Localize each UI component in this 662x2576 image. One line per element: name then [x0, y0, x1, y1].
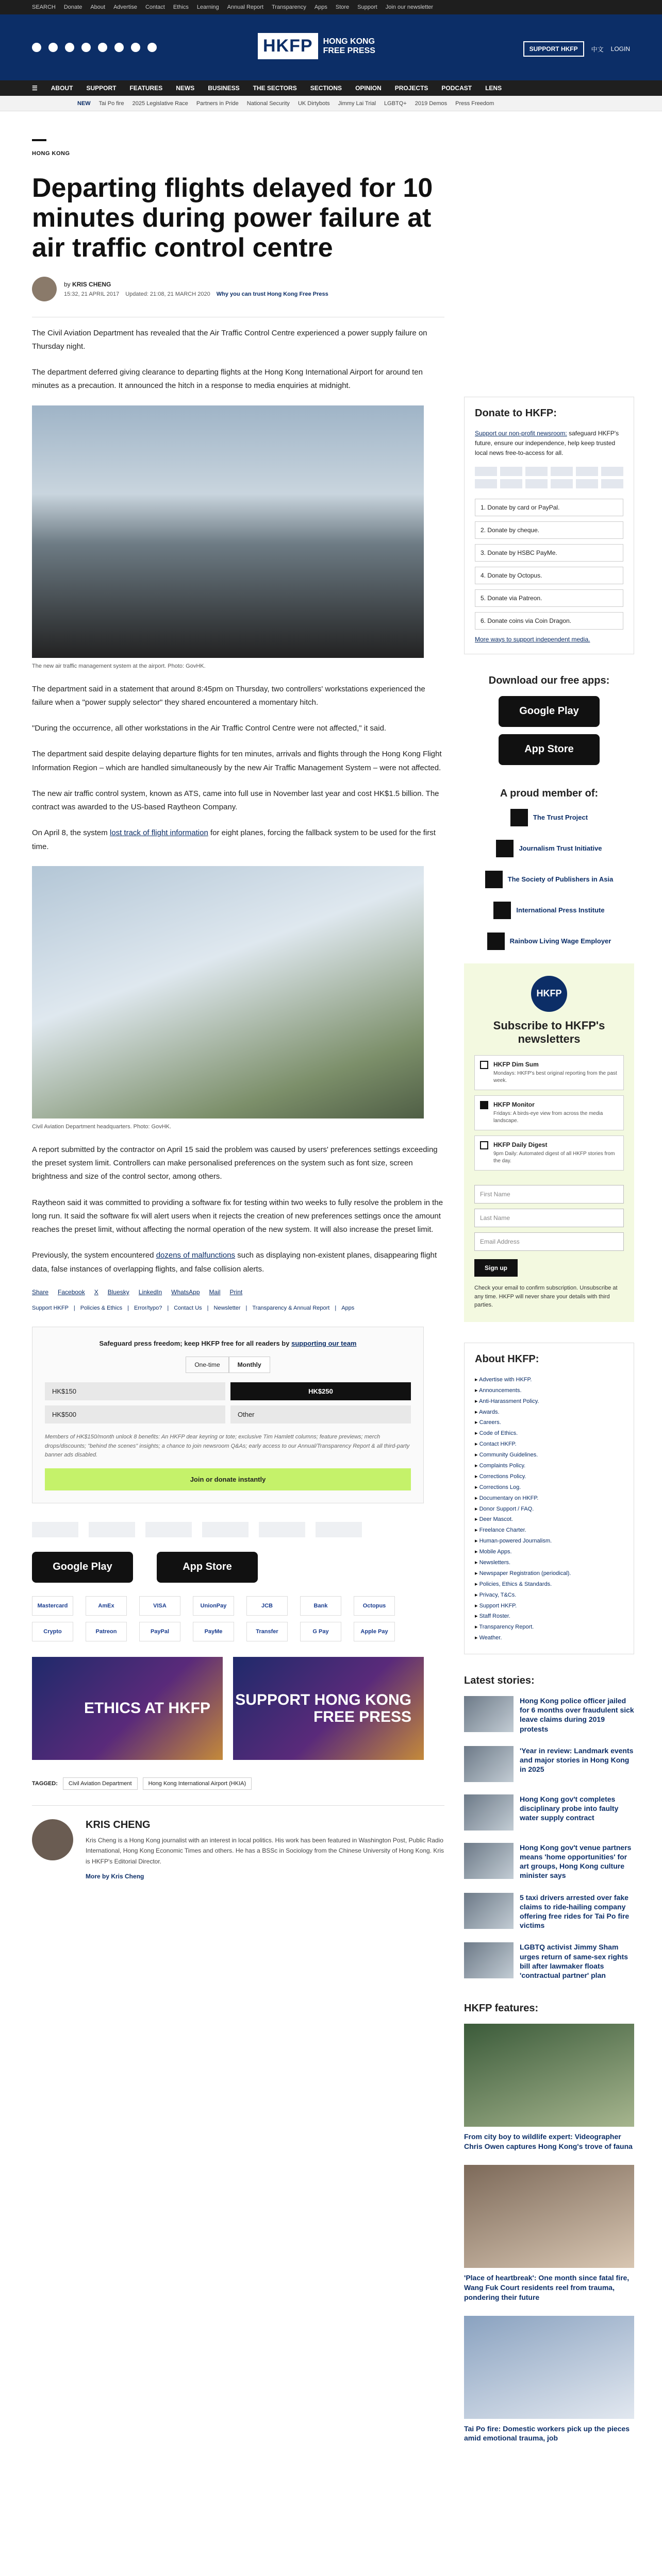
feature-headline[interactable]: Tai Po fire: Domestic workers pick up the pieces amid emotional trauma, job	[464, 2424, 630, 2443]
memberships-title: A proud member of:	[500, 787, 599, 799]
masthead	[0, 14, 662, 80]
member-org-name: International Press Institute	[516, 906, 605, 914]
utility-apps[interactable]: Apps	[314, 4, 327, 10]
author-box	[32, 1805, 444, 1880]
paragraph-text: such as displaying non-existent planes, disappearing flight data, false instances of overlapping flights, and false collision alerts.	[32, 1251, 437, 1274]
paragraph: Raytheon said it was committed to providing a software fix for testing within two weeks to fully resolve the problem in the long run. It said the software fix will alert users when it rejects the creation of new preferences settings once the amount reaches the preset limit, without affecting the normal operation of the new system. It will also increase the preset limit.	[32, 1198, 443, 1234]
ipi-icon	[493, 902, 511, 919]
newsletter-option[interactable]	[474, 1136, 624, 1171]
about-link[interactable]: ▸ Support HKFP.	[475, 1601, 623, 1612]
donate-card-link[interactable]: Support our non-profit newsroom:	[475, 430, 567, 437]
payment-visa[interactable]: VISA	[139, 1596, 180, 1616]
amount-option[interactable]: HK$500	[45, 1405, 225, 1423]
donate-headline-text: Safeguard press freedom; keep HKFP free for all readers by	[99, 1339, 290, 1347]
author-line	[64, 281, 328, 288]
share-bar	[32, 1289, 444, 1296]
author-photo[interactable]	[32, 1819, 73, 1860]
story-item[interactable]	[464, 1843, 634, 1880]
amount-option-other[interactable]: Other	[230, 1405, 411, 1423]
article-dates	[64, 291, 328, 297]
sopa-icon	[485, 871, 503, 888]
main-nav	[0, 80, 662, 96]
feature-item[interactable]	[464, 2165, 634, 2302]
trending-item[interactable]: Tai Po fire	[98, 100, 124, 107]
youtube-icon[interactable]	[98, 43, 107, 52]
paragraph: The department said in a statement that around 8:45pm on Thursday, two controllers' workstations experienced the failure when a "power supply selector" they shared encountered a momentary hitch.	[32, 684, 425, 707]
article-footer-links: Support HKFP | Policies & Ethics | Error/typo? | Contact Us | Newsletter | Transparency & Annual Report | Apps	[32, 1304, 355, 1311]
paragraph: "During the occurrence, all other workstations in the Air Traffic Control Centre were not affected," it said.	[32, 724, 387, 733]
first-name-field[interactable]: First Name	[474, 1185, 624, 1204]
article-category[interactable]: HONG KONG	[32, 150, 70, 157]
nav-features[interactable]: FEATURES	[129, 84, 163, 92]
footer-link[interactable]: Newsletter	[213, 1304, 241, 1311]
google-play-button[interactable]: Google Play	[32, 1552, 133, 1583]
story-thumbnail[interactable]	[464, 1942, 514, 1978]
trust-project-logo[interactable]	[32, 1522, 78, 1537]
share-facebook[interactable]: Facebook	[58, 1288, 85, 1296]
about-link[interactable]: ▸ Code of Ethics.	[475, 1428, 623, 1439]
story-item[interactable]	[464, 1794, 634, 1831]
sidebar-app-store-button[interactable]: App Store	[499, 734, 600, 765]
tag[interactable]: Civil Aviation Department	[63, 1777, 138, 1790]
story-headline[interactable]: Hong Kong gov't venue partners means 'home opportunities' for art groups, Hong Kong culture minister says	[520, 1843, 632, 1880]
trending-nav	[0, 96, 662, 111]
publish-date: 15:32, 21 APRIL 2017	[64, 291, 120, 297]
nav-support[interactable]: SUPPORT	[86, 84, 117, 92]
feature-headline[interactable]: 'Place of heartbreak': One month since fatal fire, Wang Fuk Court residents reel from trauma, pondering their future	[464, 2273, 630, 2301]
latest-stories	[464, 1675, 634, 1980]
trending-item[interactable]: Jimmy Lai Trial	[338, 100, 376, 107]
author-box-name[interactable]: KRIS CHENG	[86, 1819, 151, 1831]
utility-store[interactable]: Store	[335, 4, 350, 10]
footer-link[interactable]: Contact Us	[174, 1304, 202, 1311]
about-link[interactable]: ▸ Mobile Apps.	[475, 1547, 623, 1557]
payment-octopus[interactable]: Octopus	[354, 1596, 395, 1616]
masthead-actions	[523, 41, 630, 57]
utility-contact[interactable]: Contact	[145, 4, 165, 10]
newsletter-desc: 9pm Daily: Automated digest of all HKFP stories from the day.	[493, 1151, 615, 1164]
payment-icon	[475, 467, 497, 476]
member-org-name: Rainbow Living Wage Employer	[509, 937, 611, 945]
donate-option[interactable]: 1. Donate by card or PayPal.	[475, 499, 623, 516]
email-field[interactable]: Email Address	[474, 1232, 624, 1251]
donate-frequency-tabs	[45, 1357, 411, 1373]
living-wage-logo[interactable]	[259, 1522, 305, 1537]
hamburger-icon[interactable]: ☰	[32, 84, 38, 92]
donate-widget	[32, 1327, 424, 1503]
payment-icon	[601, 479, 623, 488]
support-banner[interactable]: SUPPORT HONG KONG FREE PRESS	[233, 1657, 424, 1760]
member-org[interactable]	[464, 809, 634, 826]
paragraph-text: On April 8, the system	[32, 828, 108, 838]
about-link[interactable]: ▸ Donor Support / FAQ.	[475, 1504, 623, 1515]
share-x[interactable]: X	[94, 1288, 98, 1296]
share-whatsapp[interactable]: WhatsApp	[171, 1288, 200, 1296]
share-label[interactable]: Share	[32, 1288, 49, 1296]
author-prefix: by	[64, 280, 71, 288]
tag-list	[32, 1777, 444, 1790]
trending-label: NEW	[77, 100, 91, 107]
payment-jcb[interactable]: JCB	[246, 1596, 288, 1616]
sidebar-google-play-button[interactable]: Google Play	[499, 696, 600, 727]
trending-item[interactable]: 2019 Demos	[415, 100, 448, 107]
payment-icon	[525, 467, 548, 476]
utility-about[interactable]: About	[90, 4, 106, 10]
payment-mastercard[interactable]: Mastercard	[32, 1596, 73, 1616]
byline	[32, 277, 444, 301]
payment-amex[interactable]: AmEx	[86, 1596, 127, 1616]
amount-option[interactable]: HK$150	[45, 1382, 225, 1400]
payment-icon	[601, 467, 623, 476]
payment-applepay[interactable]: Apple Pay	[354, 1622, 395, 1641]
x-icon[interactable]	[48, 43, 58, 52]
donate-option[interactable]: 2. Donate by cheque.	[475, 521, 623, 539]
story-item[interactable]	[464, 1942, 634, 1980]
footer-link[interactable]: Policies & Ethics	[80, 1304, 123, 1311]
share-mail[interactable]: Mail	[209, 1288, 221, 1296]
about-link[interactable]: ▸ Policies, Ethics & Standards.	[475, 1579, 623, 1590]
paragraph: The new air traffic control system, known as ATS, came into full use in November last year and cost HK$1.5 billion. The contract was awarded to the US-based Raytheon Company.	[32, 789, 439, 812]
paragraph-text: for eight planes, forcing the fallback system to be used for the first time.	[32, 828, 436, 851]
about-link[interactable]: ▸ Newsletters.	[475, 1557, 623, 1568]
member-org[interactable]	[464, 933, 634, 950]
payment-unionpay[interactable]: UnionPay	[193, 1596, 234, 1616]
promo-banners	[32, 1657, 444, 1760]
story-headline[interactable]: Hong Kong police officer jailed for 6 months over fraudulent sick leave claims during 2019 protests	[520, 1697, 634, 1733]
payment-icon-grid	[475, 467, 623, 488]
instagram-icon[interactable]	[65, 43, 74, 52]
payment-icon	[551, 479, 573, 488]
story-thumbnail[interactable]	[464, 1696, 514, 1732]
utility-support[interactable]: Support	[357, 4, 377, 10]
story-headline[interactable]: 5 taxi drivers arrested over fake claims to ride-hailing company offering free rides for Tai Po fire victims	[520, 1893, 630, 1930]
about-link[interactable]: ▸ Advertise with HKFP.	[475, 1375, 623, 1385]
logo-mark: HKFP	[258, 33, 318, 59]
story-item[interactable]	[464, 1746, 634, 1782]
donate-card-body: safeguard HKFP's future, ensure our independence, help keep trusted local news free-to-access for all.	[475, 430, 619, 457]
about-link[interactable]: ▸ Contact HKFP.	[475, 1439, 623, 1450]
threads-icon[interactable]	[81, 43, 91, 52]
tags-label: TAGGED:	[32, 1780, 58, 1787]
rainbow-logo[interactable]	[316, 1522, 362, 1537]
article	[32, 139, 444, 1880]
sopa-logo[interactable]	[145, 1522, 192, 1537]
donate-option[interactable]: 4. Donate by Octopus.	[475, 567, 623, 584]
newsletter-title: Subscribe to HKFP's newsletters	[493, 1019, 605, 1045]
donate-card-title: Donate to HKFP:	[475, 408, 557, 419]
payment-transfer[interactable]: Transfer	[246, 1622, 288, 1641]
donate-headline	[45, 1340, 411, 1347]
utility-bar	[0, 0, 662, 14]
member-org[interactable]	[464, 840, 634, 857]
feature-image[interactable]	[464, 2024, 634, 2127]
utility-ethics[interactable]: Ethics	[173, 4, 189, 10]
payment-icon	[576, 479, 598, 488]
payment-payme[interactable]: PayMe	[193, 1622, 234, 1641]
trust-link[interactable]: Why you can trust Hong Kong Free Press	[216, 291, 328, 297]
utility-learning[interactable]: Learning	[196, 4, 219, 10]
tag[interactable]: Hong Kong International Airport (HKIA)	[143, 1777, 252, 1790]
about-link[interactable]: ▸ Announcements.	[475, 1385, 623, 1396]
trending-item[interactable]: 2025 Legislative Race	[132, 100, 188, 107]
payment-icon	[475, 479, 497, 488]
language-link[interactable]: 中文	[591, 45, 604, 53]
newsletter-option[interactable]	[474, 1095, 624, 1130]
about-link[interactable]: ▸ Newspaper Registration (periodical).	[475, 1568, 623, 1579]
about-link[interactable]: ▸ Deer Mascot.	[475, 1514, 623, 1525]
nav-podcast[interactable]: PODCAST	[441, 84, 472, 92]
inline-link[interactable]: lost track of flight information	[109, 828, 208, 838]
footer-link[interactable]: Error/typo?	[134, 1304, 162, 1311]
last-name-field[interactable]: Last Name	[474, 1209, 624, 1227]
about-link[interactable]: ▸ Complaints Policy.	[475, 1461, 623, 1471]
member-org[interactable]	[464, 902, 634, 919]
bluesky-icon[interactable]	[147, 43, 157, 52]
about-link[interactable]: ▸ Human-powered Journalism.	[475, 1536, 623, 1547]
amount-option-selected[interactable]: HK$250	[230, 1382, 411, 1400]
updated-date: Updated: 21:08, 21 MARCH 2020	[125, 291, 210, 297]
member-org-name: The Trust Project	[533, 814, 588, 822]
about-links	[475, 1375, 623, 1643]
air-traffic-control-photo[interactable]	[32, 405, 424, 658]
about-link[interactable]: ▸ Corrections Log.	[475, 1482, 623, 1493]
telegram-icon[interactable]	[131, 43, 140, 52]
payment-icon	[551, 467, 573, 476]
donate-card-text	[475, 429, 623, 459]
paragraph: The Civil Aviation Department has revealed that the Air Traffic Control Centre experienced a power supply failure on Thursday night.	[32, 328, 427, 351]
footer-link[interactable]: Apps	[341, 1304, 355, 1311]
photo-caption: The new air traffic management system at the airport. Photo: GovHK.	[32, 663, 206, 669]
story-thumbnail[interactable]	[464, 1746, 514, 1782]
trending-item[interactable]: LGBTQ+	[384, 100, 407, 107]
share-print[interactable]: Print	[229, 1288, 243, 1296]
cad-headquarters-photo[interactable]	[32, 866, 424, 1118]
newsletter-name: HKFP Monitor	[493, 1101, 535, 1109]
paragraph: The department deferred giving clearance to departing flights at the Hong Kong International Airport for around ten minutes as a precaution. It announced the hitch in a response to media enquiries at midnight.	[32, 368, 423, 391]
story-thumbnail[interactable]	[464, 1843, 514, 1879]
nav-business[interactable]: BUSINESS	[208, 84, 240, 92]
utility-search[interactable]: SEARCH	[32, 4, 56, 10]
donate-option[interactable]: 3. Donate by HSBC PayMe.	[475, 544, 623, 562]
about-link[interactable]: ▸ Documentary on HKFP.	[475, 1493, 623, 1504]
about-link[interactable]: ▸ Freelance Charter.	[475, 1525, 623, 1536]
author-avatar[interactable]	[32, 277, 57, 301]
paragraph	[32, 826, 444, 854]
about-link[interactable]: ▸ Transparency Report.	[475, 1622, 623, 1633]
utility-advertise[interactable]: Advertise	[113, 4, 137, 10]
about-link[interactable]: ▸ Staff Roster.	[475, 1611, 623, 1622]
trending-item[interactable]: Partners in Pride	[196, 100, 239, 107]
payment-gpay[interactable]: G Pay	[300, 1622, 341, 1641]
newsletter-option[interactable]	[474, 1055, 624, 1090]
newsletter-checkbox[interactable]	[480, 1061, 488, 1069]
facebook-icon[interactable]	[32, 43, 41, 52]
more-by-author-link[interactable]: More by Kris Cheng	[86, 1872, 144, 1880]
utility-annual-report[interactable]: Annual Report	[227, 4, 263, 10]
paragraph	[32, 1249, 444, 1276]
story-item[interactable]	[464, 1893, 634, 1930]
about-card	[464, 1343, 634, 1654]
feature-image[interactable]	[464, 2165, 634, 2268]
story-headline[interactable]: 'Year in review: Landmark events and major stories in Hong Kong in 2025	[520, 1746, 634, 1774]
payment-crypto[interactable]: Crypto	[32, 1622, 73, 1641]
jti-logo[interactable]	[89, 1522, 135, 1537]
linkedin-icon[interactable]	[114, 43, 124, 52]
ipi-logo[interactable]	[202, 1522, 249, 1537]
newsletter-name: HKFP Dim Sum	[493, 1061, 539, 1069]
footer-link[interactable]: Transparency & Annual Report	[252, 1304, 330, 1311]
sidebar	[464, 397, 634, 2456]
trending-item[interactable]: National Security	[246, 100, 290, 107]
feature-image[interactable]	[464, 2316, 634, 2419]
support-hkfp-button[interactable]: SUPPORT HKFP	[523, 41, 584, 57]
payment-icon	[525, 479, 548, 488]
share-bluesky[interactable]: Bluesky	[107, 1288, 129, 1296]
utility-donate[interactable]: Donate	[63, 4, 82, 10]
payment-methods	[32, 1596, 444, 1641]
features-title: HKFP features:	[464, 2003, 539, 2014]
member-org-name: Journalism Trust Initiative	[519, 844, 602, 853]
nav-lens[interactable]: LENS	[485, 84, 502, 92]
article-title: Departing flights delayed for 10 minutes during power failure at air traffic control centre	[32, 173, 433, 263]
category-bar	[32, 139, 46, 141]
about-link[interactable]: ▸ Anti-Harassment Policy.	[475, 1396, 623, 1407]
story-headline[interactable]: Hong Kong gov't completes disciplinary probe into faulty water supply contract	[520, 1794, 619, 1822]
newsletter-checkbox-checked[interactable]	[480, 1101, 488, 1109]
nav-the-sectors[interactable]: THE SECTORS	[253, 84, 297, 92]
signup-button[interactable]: Sign up	[474, 1259, 518, 1277]
paragraph-text: Previously, the system encountered	[32, 1251, 154, 1260]
latest-title: Latest stories:	[464, 1675, 535, 1687]
donate-amounts	[45, 1382, 411, 1423]
utility-transparency[interactable]: Transparency	[271, 4, 306, 10]
logo-text: HONG KONG FREE PRESS	[323, 37, 375, 55]
story-item[interactable]	[464, 1696, 634, 1734]
trending-item[interactable]: Press Freedom	[455, 100, 494, 107]
footer-link[interactable]: Support HKFP	[32, 1304, 69, 1311]
nav-opinion[interactable]: OPINION	[355, 84, 382, 92]
newsletter-checkbox[interactable]	[480, 1141, 488, 1149]
utility-newsletter[interactable]: Join our newsletter	[385, 4, 434, 10]
story-thumbnail[interactable]	[464, 1893, 514, 1929]
donate-card	[464, 397, 634, 654]
join-donate-button[interactable]: Join or donate instantly	[45, 1468, 411, 1490]
share-linkedin[interactable]: LinkedIn	[138, 1288, 162, 1296]
donate-option[interactable]: 5. Donate via Patreon.	[475, 589, 623, 607]
about-link[interactable]: ▸ Privacy, T&Cs.	[475, 1590, 623, 1601]
trending-item[interactable]: UK Dirtybots	[297, 100, 330, 107]
newsletter-desc: Mondays: HKFP's best original reporting from the past week.	[493, 1071, 617, 1084]
newsletter-widget	[464, 963, 634, 1322]
feature-headline[interactable]: From city boy to wildlife expert: Videographer Chris Owen captures Hong Kong's trove of fauna	[464, 2132, 633, 2150]
app-store-buttons	[32, 1552, 444, 1583]
donate-option[interactable]: 6. Donate coins via Coin Dragon.	[475, 612, 623, 630]
jti-icon	[496, 840, 514, 857]
about-title: About HKFP:	[475, 1353, 539, 1365]
author-name[interactable]: KRIS CHENG	[72, 280, 111, 288]
apps-title: Download our free apps:	[488, 674, 610, 686]
apps-section	[464, 675, 634, 765]
donate-headline-link[interactable]: supporting our team	[291, 1339, 357, 1347]
site-logo[interactable]	[258, 33, 385, 59]
inline-link[interactable]: dozens of malfunctions	[156, 1251, 236, 1260]
member-org[interactable]	[464, 871, 634, 888]
paragraph: The department said despite delaying departure flights for ten minutes, arrivals and flights through the Hong Kong Flight Information Region – which are handled simultaneously by the new Air Traffic Management System – were not affected.	[32, 750, 442, 772]
more-ways-link[interactable]: More ways to support independent media.	[475, 635, 590, 643]
login-link[interactable]: LOGIN	[610, 45, 630, 53]
nav-about[interactable]: ABOUT	[51, 84, 73, 92]
feature-item[interactable]	[464, 2024, 634, 2151]
newsletter-name: HKFP Daily Digest	[493, 1141, 548, 1149]
story-thumbnail[interactable]	[464, 1794, 514, 1831]
paragraph: A report submitted by the contractor on April 15 said the problem was caused by users' preferences settings exceeding the preset system limit. Controllers can make personalised preferences on the system such as font size, screen brightness and size of the control sector, among others.	[32, 1145, 438, 1181]
payment-paypal[interactable]: PayPal	[139, 1622, 180, 1641]
payment-icon	[500, 479, 522, 488]
social-icons	[32, 43, 157, 52]
tab-one-time[interactable]: One-time	[186, 1357, 228, 1373]
payment-patreon[interactable]: Patreon	[86, 1622, 127, 1641]
rainbow-icon	[487, 933, 505, 950]
payment-bank[interactable]: Bank	[300, 1596, 341, 1616]
trust-project-icon	[510, 809, 528, 826]
nav-news[interactable]: NEWS	[176, 84, 195, 92]
payment-icon	[576, 467, 598, 476]
nav-sections[interactable]: SECTIONS	[310, 84, 342, 92]
feature-item[interactable]	[464, 2316, 634, 2444]
story-headline[interactable]: LGBTQ activist Jimmy Sham urges return of same-sex rights bill after lawmaker floats 'contractual partner' plan	[520, 1943, 628, 1979]
tab-monthly[interactable]: Monthly	[229, 1357, 270, 1373]
about-link[interactable]: ▸ Corrections Policy.	[475, 1471, 623, 1482]
nav-projects[interactable]: PROJECTS	[394, 84, 428, 92]
about-link[interactable]: ▸ Community Guidelines.	[475, 1450, 623, 1461]
newsletter-desc: Fridays: A birds-eye view from across the media landscape.	[493, 1111, 603, 1124]
about-link[interactable]: ▸ Weather.	[475, 1633, 623, 1643]
memberships-section	[464, 788, 634, 950]
author-bio: Kris Cheng is a Hong Kong journalist with an interest in local politics. His work has been featured in Washington Post, Public Radio International, Hong Kong Economic Times and others. He has a BSSc in Sociology from the Chinese University of Hong Kong. Kris is HKFP's Editorial Director.	[86, 1836, 444, 1865]
photo-caption: Civil Aviation Department headquarters. Photo: GovHK.	[32, 1123, 172, 1130]
newsletter-logo: HKFP	[531, 976, 567, 1012]
about-link[interactable]: ▸ Careers.	[475, 1417, 623, 1428]
trust-badges	[32, 1522, 444, 1537]
donate-benefits-note: Members of HK$150/month unlock 8 benefits: An HKFP dear keyring or tote; exclusive Tim Hamlett columns; feature previews; merch drops/discounts; "behind the scenes" insights; a chance to join newsroom Q&As; early access to our Annual/Transparency Report & all third-party banner ads disabled.	[45, 1433, 410, 1459]
app-store-button[interactable]: App Store	[157, 1552, 258, 1583]
about-link[interactable]: ▸ Awards.	[475, 1407, 623, 1418]
member-org-name: The Society of Publishers in Asia	[507, 875, 614, 884]
payment-icon	[500, 467, 522, 476]
ethics-banner[interactable]: ETHICS AT HKFP	[32, 1657, 223, 1760]
hkfp-features	[464, 2003, 634, 2443]
newsletter-note: Check your email to confirm subscription. Unsubscribe at any time. HKFP will never share your details with third parties.	[474, 1285, 618, 1309]
